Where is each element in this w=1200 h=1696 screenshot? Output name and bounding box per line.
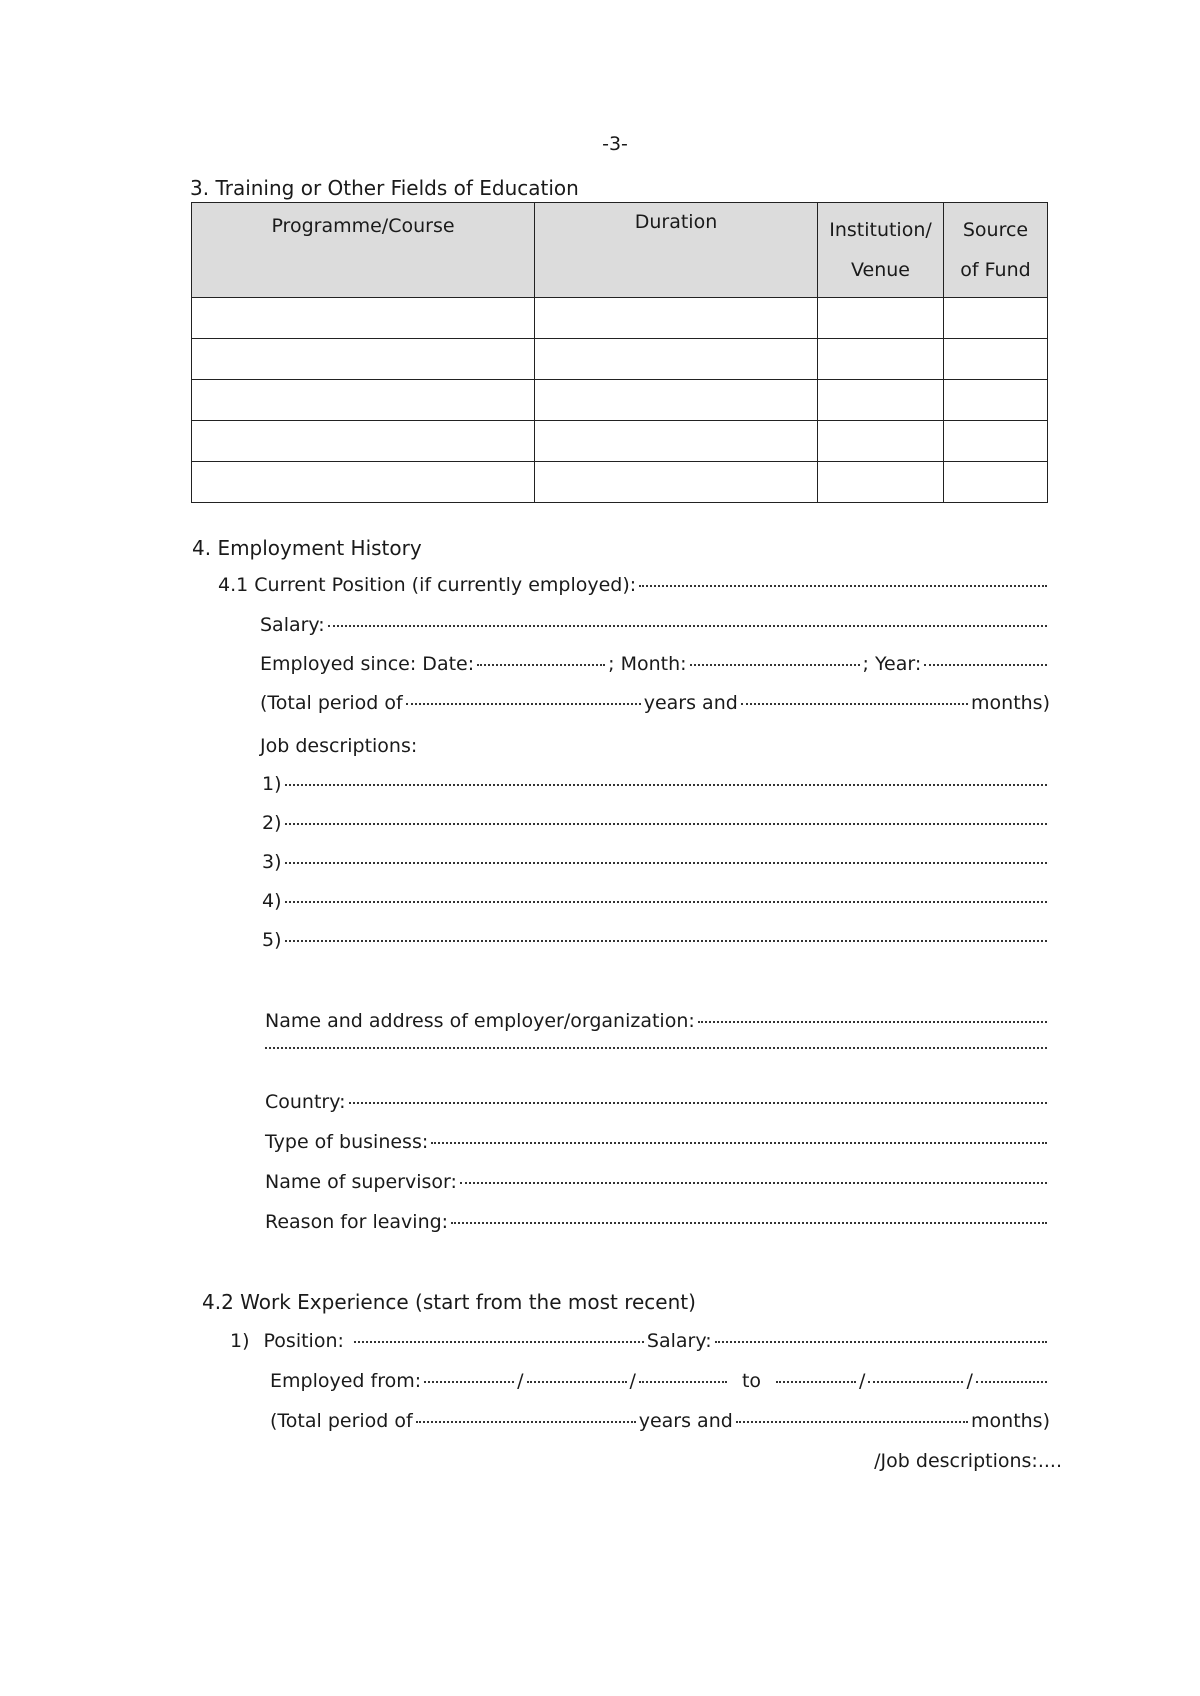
table-row	[192, 298, 1048, 339]
table-cell[interactable]	[818, 339, 944, 380]
table-cell[interactable]	[944, 298, 1048, 339]
job-item-number: 1)	[262, 773, 282, 795]
work-months-label: months)	[971, 1410, 1050, 1432]
job-item-blank[interactable]	[285, 939, 1047, 942]
job-item-blank[interactable]	[285, 783, 1047, 786]
year-blank[interactable]	[924, 663, 1047, 666]
reason-for-leaving-blank[interactable]	[451, 1221, 1047, 1224]
to-month-blank[interactable]	[868, 1380, 963, 1383]
date-separator: /	[859, 1370, 866, 1392]
table-cell[interactable]	[192, 421, 535, 462]
work-years-and-label: years and	[638, 1410, 733, 1432]
current-position-label: 4.1 Current Position (if currently employed):	[218, 574, 637, 596]
total-period-field	[260, 692, 1050, 714]
from-day-blank[interactable]	[424, 1380, 514, 1383]
work-experience-title: 4.2 Work Experience (start from the most recent)	[202, 1290, 696, 1314]
job-item-blank[interactable]	[285, 861, 1047, 864]
salary-label: Salary:	[260, 614, 325, 636]
table-cell[interactable]	[818, 380, 944, 421]
current-position-field	[218, 574, 1050, 596]
salary-field	[260, 614, 1050, 636]
to-label: to	[741, 1370, 762, 1392]
type-of-business-field	[265, 1131, 1050, 1153]
table-cell[interactable]	[944, 339, 1048, 380]
work-total-period-label: (Total period of	[270, 1410, 413, 1432]
employed-from-field	[270, 1370, 1050, 1392]
job-item-blank[interactable]	[285, 900, 1047, 903]
table-cell[interactable]	[944, 421, 1048, 462]
employer-name-address-field	[265, 1010, 1050, 1032]
continued-on-next-page: /Job descriptions:....	[874, 1450, 1062, 1472]
supervisor-label: Name of supervisor:	[265, 1171, 457, 1193]
job-description-item	[262, 929, 1050, 951]
date-blank[interactable]	[477, 663, 605, 666]
month-label: ; Month:	[608, 653, 687, 675]
month-blank[interactable]	[690, 663, 860, 666]
employer-address-blank[interactable]	[265, 1046, 1047, 1049]
table-cell[interactable]	[192, 462, 535, 503]
table-cell[interactable]	[192, 298, 535, 339]
position-label: Position:	[263, 1330, 344, 1352]
position-blank[interactable]	[354, 1340, 644, 1343]
table-cell[interactable]	[192, 339, 535, 380]
position-salary-field	[230, 1330, 1050, 1352]
page-number: -3-	[602, 133, 628, 155]
employer-name-address-label: Name and address of employer/organization:	[265, 1010, 695, 1032]
reason-for-leaving-field	[265, 1211, 1050, 1233]
from-year-blank[interactable]	[639, 1380, 727, 1383]
work-item-number: 1)	[230, 1330, 250, 1352]
country-field	[265, 1091, 1050, 1113]
header-source-of-fund: Source of Fund	[944, 203, 1048, 298]
employed-since-label: Employed since: Date:	[260, 653, 475, 675]
to-day-blank[interactable]	[776, 1380, 856, 1383]
work-salary-label: Salary:	[646, 1330, 712, 1352]
employed-since-field	[260, 653, 1050, 675]
section-3-title: 3. Training or Other Fields of Education	[190, 176, 579, 200]
reason-for-leaving-label: Reason for leaving:	[265, 1211, 449, 1233]
table-cell[interactable]	[818, 462, 944, 503]
table-cell[interactable]	[535, 380, 818, 421]
supervisor-blank[interactable]	[460, 1181, 1047, 1184]
table-cell[interactable]	[535, 298, 818, 339]
training-table	[191, 202, 1048, 503]
table-cell[interactable]	[818, 421, 944, 462]
date-separator: /	[517, 1370, 524, 1392]
table-row	[192, 421, 1048, 462]
country-label: Country:	[265, 1091, 346, 1113]
year-label: ; Year:	[862, 653, 922, 675]
table-cell[interactable]	[535, 421, 818, 462]
to-year-blank[interactable]	[976, 1380, 1047, 1383]
table-cell[interactable]	[535, 339, 818, 380]
table-row	[192, 462, 1048, 503]
years-and-label: years and	[643, 692, 738, 714]
job-descriptions-label: Job descriptions:	[260, 735, 418, 757]
years-blank[interactable]	[406, 702, 641, 705]
employed-from-label: Employed from:	[270, 1370, 422, 1392]
country-blank[interactable]	[349, 1101, 1048, 1104]
job-item-blank[interactable]	[285, 822, 1047, 825]
job-description-item	[262, 812, 1050, 834]
work-months-blank[interactable]	[736, 1420, 968, 1423]
job-item-number: 4)	[262, 890, 282, 912]
job-item-number: 2)	[262, 812, 282, 834]
header-programme-course: Programme/Course	[192, 203, 535, 298]
work-years-blank[interactable]	[416, 1420, 636, 1423]
table-cell[interactable]	[818, 298, 944, 339]
type-of-business-label: Type of business:	[265, 1131, 429, 1153]
employer-address-continued	[265, 1050, 1050, 1053]
table-row	[192, 339, 1048, 380]
header-duration: Duration	[535, 203, 818, 298]
months-blank[interactable]	[741, 702, 968, 705]
supervisor-field	[265, 1171, 1050, 1193]
table-row	[192, 380, 1048, 421]
table-cell[interactable]	[192, 380, 535, 421]
table-cell[interactable]	[944, 462, 1048, 503]
table-cell[interactable]	[944, 380, 1048, 421]
months-label: months)	[971, 692, 1050, 714]
date-separator: /	[966, 1370, 973, 1392]
job-description-item	[262, 773, 1050, 795]
job-item-number: 5)	[262, 929, 282, 951]
salary-blank[interactable]	[328, 624, 1047, 627]
type-of-business-blank[interactable]	[431, 1141, 1047, 1144]
job-item-number: 3)	[262, 851, 282, 873]
training-table-header-row	[192, 203, 1048, 298]
date-separator: /	[629, 1370, 636, 1392]
work-salary-blank[interactable]	[715, 1340, 1047, 1343]
job-description-item	[262, 851, 1050, 873]
header-institution-venue: Institution/ Venue	[818, 203, 944, 298]
work-total-period-field	[270, 1410, 1050, 1432]
table-cell[interactable]	[535, 462, 818, 503]
current-position-blank[interactable]	[639, 584, 1047, 587]
employer-name-address-blank[interactable]	[698, 1020, 1047, 1023]
section-4-title: 4. Employment History	[192, 536, 422, 560]
total-period-label: (Total period of	[260, 692, 403, 714]
job-description-item	[262, 890, 1050, 912]
from-month-blank[interactable]	[527, 1380, 627, 1383]
